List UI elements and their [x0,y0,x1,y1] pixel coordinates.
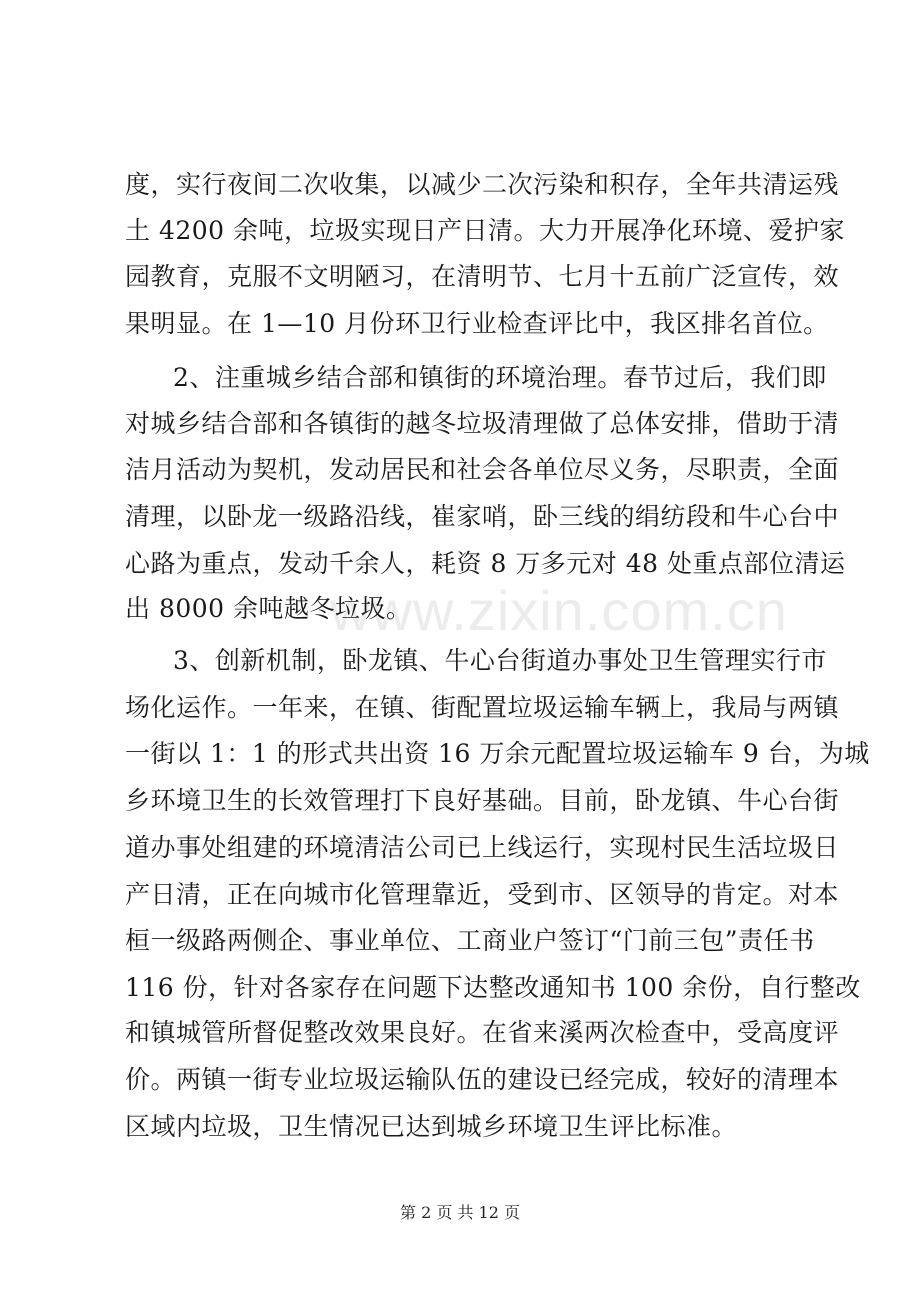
text-line-7: 洁月活动为契机，发动居民和社会各单位尽义务，尽职责，全面 [125,455,840,484]
text-line-17: 桓一级路两侧企、事业单位、工商业户签订“门前三包”责任书 [125,926,815,955]
text-line-8: 清理，以卧龙一级路沿线，崔家哨，卧三线的绢纺段和牛心台中 [125,502,840,531]
text-line-21: 区域内垃圾，卫生情况已达到城乡环境卫生评比标准。 [125,1112,738,1141]
text-line-15: 道办事处组建的环境清洁公司已上线运行，实现村民生活垃圾日 [125,833,840,862]
text-line-20: 价。两镇一街专业垃圾运输队伍的建设已经完成，较好的清理本 [125,1065,840,1094]
text-line-10: 出 8000 余吨越冬垃圾。 [125,594,412,623]
text-line-12: 场化运作。一年来，在镇、街配置垃圾运输车辆上，我局与两镇 [125,693,840,722]
text-line-9: 心路为重点，发动千余人，耗资 8 万多元对 48 处重点部位清运 [125,549,846,578]
text-line-6: 对城乡结合部和各镇街的越冬垃圾清理做了总体安排，借助于清 [125,409,840,438]
paragraph-2-first-line: 2、注重城乡结合部和镇街的环境治理。春节过后，我们即 [173,363,827,392]
watermark: www.zixin.com.cn [330,579,788,642]
text-line-4: 果明显。在 1—10 月份环卫行业检查评比中，我区排名首位。 [125,309,829,338]
text-line-18: 116 份，针对各家存在问题下达整改通知书 100 余份，自行整改 [125,973,861,1002]
text-line-2: 土 4200 余吨，垃圾实现日产日清。大力开展净化环境、爱护家 [125,216,846,245]
text-line-19: 和镇城管所督促整改效果良好。在省来溪两次检查中，受高度评 [125,1018,840,1047]
text-line-14: 乡环境卫生的长效管理打下良好基础。目前，卧龙镇、牛心台街 [125,786,840,815]
text-line-16: 产日清，正在向城市化管理靠近，受到市、区领导的肯定。对本 [125,880,840,909]
text-line-3: 园教育，克服不文明陋习，在清明节、七月十五前广泛宣传，效 [125,262,840,291]
paragraph-3-first-line: 3、创新机制，卧龙镇、牛心台街道办事处卫生管理实行市 [173,646,827,675]
text-line-1: 度，实行夜间二次收集，以减少二次污染和积存，全年共清运残 [125,170,840,199]
page-footer: 第 2 页 共 12 页 [400,1203,520,1222]
text-line-13: 一街以 1：1 的形式共出资 16 万余元配置垃圾运输车 9 台，为城 [125,739,870,768]
